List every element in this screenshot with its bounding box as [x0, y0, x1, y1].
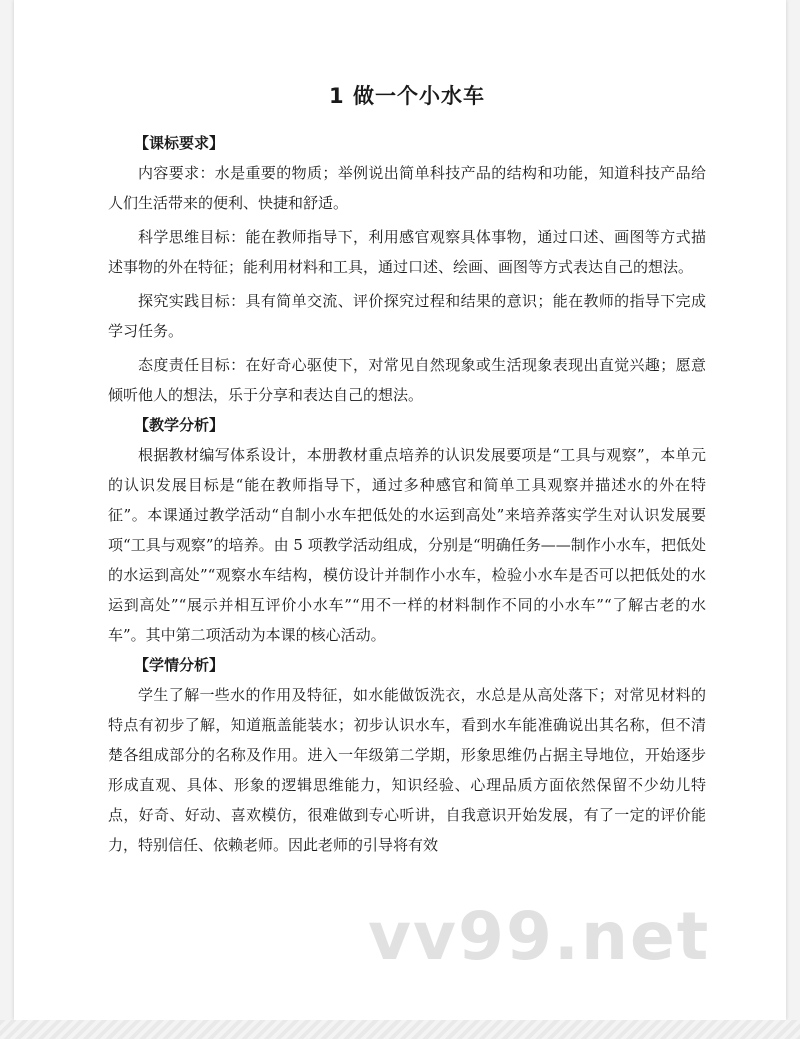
paragraph: 态度责任目标：在好奇心驱使下，对常见自然现象或生活现象表现出直觉兴趣；愿意倾听他人的想法，乐于分享和表达自己的想法。 [108, 356, 706, 404]
paragraph: 根据教材编写体系设计，本册教材重点培养的认识发展要项是“工具与观察”，本单元的认识发展目标是“能在教师指导下，通过多种感官和简单工具观察并描述水的外在特征”。本课通过教学活动“自制小水车把低处的水运到高处”来培养落实学生对认识发展要项“工具与观察”的培养。由 5 项教学活动组成，分别是“明确任务——制作小水车，把低处的水运到高处”“观察水车结构，模仿设计并制作小水车，检验小水车是否可以把低处的水运到高处”“展示并相互评价小水车”“用不一样的材料制作不同的小水车”“了解古老的水车”。其中第二项活动为本课的核心活动。 [108, 446, 706, 644]
paragraph: 学生了解一些水的作用及特征，如水能做饭洗衣，水总是从高处落下；对常见材料的特点有初步了解，知道瓶盖能装水；初步认识水车，看到水车能准确说出其名称，但不清楚各组成部分的名称及作用。进入一年级第二学期，形象思维仍占据主导地位，开始逐步形成直观、具体、形象的逻辑思维能力，知识经验、心理品质方面依然保留不少幼儿特点，好奇、好动、喜欢模仿，很难做到专心听讲，自我意识开始发展，有了一定的评价能力，特别信任、依赖老师。因此老师的引导将有效 [108, 686, 706, 854]
document-page [14, 0, 786, 1020]
page-title: 1 做一个小水车 [329, 84, 485, 108]
paragraph: 内容要求：水是重要的物质；举例说出简单科技产品的结构和功能，知道科技产品给人们生活带来的便利、快捷和舒适。 [108, 164, 706, 212]
section-heading-standards: 【课标要求】 [134, 134, 225, 152]
document-content [108, 82, 706, 860]
page-bottom-edge [0, 1020, 800, 1039]
paragraph: 科学思维目标：能在教师指导下，利用感官观察具体事物，通过口述、画图等方式描述事物的外在特征；能利用材料和工具，通过口述、绘画、画图等方式表达自己的想法。 [108, 228, 706, 276]
watermark-text: vv99.net [368, 898, 711, 975]
section-heading-student-analysis: 【学情分析】 [134, 656, 225, 674]
section-heading-teaching-analysis: 【教学分析】 [134, 416, 225, 434]
paragraph: 探究实践目标：具有简单交流、评价探究过程和结果的意识；能在教师的指导下完成学习任务。 [108, 292, 706, 340]
